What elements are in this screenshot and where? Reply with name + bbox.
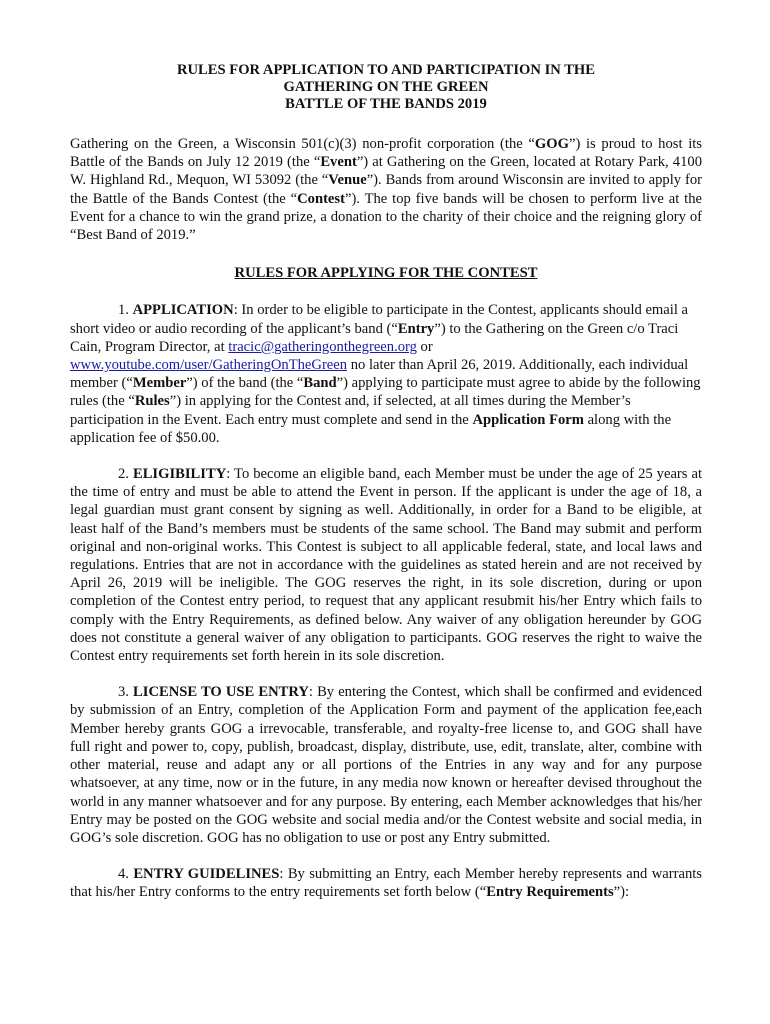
title-line-3: BATTLE OF THE BANDS 2019: [285, 96, 487, 112]
section-license: 3. LICENSE TO USE ENTRY: By entering the Contest, which shall be confirmed and evidenced by submission of an Entry, completion of the Application Form and payment of the application fee,each Member hereby grants GOG a irrevocable, transferable, and royalty-free license to, and GOG shall have full right and power to, copy, publish, broadcast, display, distribute, use, edit, translate, alter, combine with other material, reuse and adapt any or all portions of the Entries in any way and for any purpose whatsoever, at any time, now or in the future, in any media now known or hereafter devised throughout the world in any manner whatsoever and for any purpose. By entering, each Member acknowledges that his/her Entry may be posted on the GOG website and social media and/or the Contest website and social media, in GOG’s sole discretion. GOG has no obligation to use or post any Entry submitted.: [70, 684, 703, 846]
section-entry-guidelines: 4. ENTRY GUIDELINES: By submitting an Entry, each Member hereby represents and warrants that his/her Entry conforms to the entry requirements set forth below (“Entry Requirements”):: [70, 866, 702, 901]
email-link[interactable]: tracic@gatheringonthegreen.org: [228, 338, 417, 355]
youtube-link[interactable]: www.youtube.com/user/GatheringOnTheGreen: [70, 357, 348, 374]
section-heading: RULES FOR APPLYING FOR THE CONTEST: [234, 265, 538, 282]
document-title: [70, 62, 702, 113]
section-label: LICENSE TO USE ENTRY: [133, 684, 309, 701]
section-label: APPLICATION: [132, 302, 234, 319]
section-application: 1. APPLICATION: In order to be eligible to participate in the Contest, applicants should email a short video or audio recording of the applicant’s band (“Entry”) to the Gathering on the Green c/o Traci Cain, Program Director, at tracic@gatheringonthegreen.org or www.youtube.com/user/GatheringOnTheGreen no later than April 26, 2019. Additionally, each individual member (“Member”) of the band (the “Band”) applying to participate must agree to abide by the following rules (the “Rules”) in applying for the Contest and, if selected, at all times during the Member’s participation in the Event. Each entry must complete and send in the Application Form along with the application fee of $50.00.: [70, 302, 701, 446]
document-page: [70, 62, 702, 920]
section-eligibility: 2. ELIGIBILITY: To become an eligible band, each Member must be under the age of 25 years at the time of entry and must be able to attend the Event in person. If the applicant is under the age of 18, a legal guardian must grant consent by signing as well. Additionally, in order for a Band to be eligible, at least half of the Band’s members must be students of the same school. The Band may submit and perform original and non-original works. This Contest is subject to all applicable federal, state, and local laws and regulations. Entries that are not in accordance with the guidelines as stated herein and are not received by April 26, 2019 will be ineligible. The GOG reserves the right, in its sole discretion, during or upon completion of the Contest entry period, to request that any applicant resubmit his/her Entry which fails to comply with the Entry Requirements, as defined below. Any waiver of any obligation hereunder by GOG does not constitute a general waiver of any obligation to participants. GOG reserves the right to waive the Contest entry requirements set forth herein in its sole discretion.: [70, 466, 703, 665]
intro-paragraph: Gathering on the Green, a Wisconsin 501(c)(3) non-profit corporation (the “GOG”) is proud to host its Battle of the Bands on July 12 2019 (the “Event”) at Gathering on the Green, located at Rotary Park, 4100 W. Highland Rd., Mequon, WI 53092 (the “Venue”). Bands from around Wisconsin are invited to apply for the Battle of the Bands Contest (the “Contest”). The top five bands will be chosen to perform live at the Event for a chance to win the grand prize, a donation to the charity of their choice and the reigning glory of “Best Band of 2019.”: [70, 136, 702, 244]
title-line-1: RULES FOR APPLICATION TO AND PARTICIPATION IN THE: [176, 62, 596, 78]
section-label: ENTRY GUIDELINES: [133, 866, 280, 883]
section-label: ELIGIBILITY: [132, 466, 227, 483]
title-line-2: GATHERING ON THE GREEN: [283, 79, 489, 95]
